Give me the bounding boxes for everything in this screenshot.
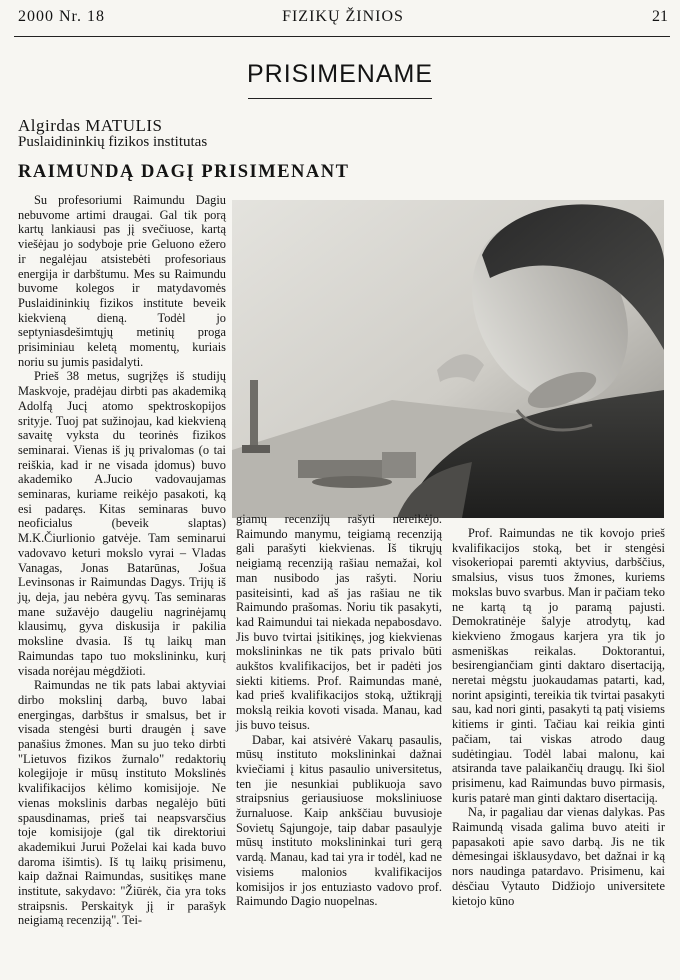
paragraph: Dabar, kai atsivėrė Vakarų pasaulis, mūsų instituto mokslininkai dažnai kviečiami į kitus pasaulio universitetus, ten jie nesunkiai publikuoja savo straipsnius geriausiuose moksliniuose žurnaluose. Kaip ankščiau buvusioje Sovietų Sąjungoje, taip dabar pasaulyje mūsų instituto mokslininkai turi gerą vardą. Manau, kad tai yra ir todėl, kad ne visiems malonios kvalifikacijos komisijos ir jos entuziasto vadovo prof. Raimundo Dagio nuopelnas. bbox=[236, 732, 442, 909]
page-number: 21 bbox=[652, 8, 668, 25]
text-column-1 bbox=[18, 193, 226, 928]
paragraph: Na, ir pagaliau dar vienas dalykas. Pas Raimundą visada galima buvo ateiti ir papasakoti apie savo darbą. Jis ne tik dėmesingai išklausydavo, bet dažnai ir ką nors naudinga patardavo. Prisimenu, kai dėsčiau Vytauto Didžiojo universitete kietojo kūno bbox=[452, 805, 665, 908]
text-column-3 bbox=[452, 526, 665, 908]
text-column-2 bbox=[236, 512, 442, 909]
paragraph: giamų recenzijų rašyti nereikėjo. Raimundo manymu, teigiamą recenziją gali parašyti kiekvienas. Iš tikrųjų neigiamą recenziją rašiau nemažai, kol man nusibodo jas rašyti. Noriu pasiteisinti, kad aš jas rašiau ne tik Raimundo prašomas. Noriu tik pasakyti, kad Raimundui tai niekada nepabosdavo. Jis buvo tvirtai įsitikinęs, jog kiekvienas mokslininkas ne tik pats privalo būti aukštos kvalifikacijos, bet ir padėti jos siekti kitiems. Prof. Raimundas manė, kad prieš kvalifikacijos stoką, užtikrąjį mokslą reikia kovoti visada. Manau, kad jis buvo teisus. bbox=[236, 512, 442, 732]
article-title: RAIMUNDĄ DAGĮ PRISIMENANT bbox=[18, 162, 350, 182]
portrait-photo-icon bbox=[232, 200, 664, 518]
paragraph: Raimundas ne tik pats labai aktyviai dirbo mokslinį darbą, buvo labai energingas, darbštus ir smalsus, bet ir visada stengėsi burti draugėn į save panašius žmones. Man su juo teko dirbti "Lietuvos fizikos žurnalo" redaktorių kolegijoje ir mūsų instituto Mokslinės kvalifikacijos kėlimo komisijoje. Ne vienas mokslinis darbas negalėjo būti spausdinamas, prieš tai neapsvarsčius toje komisijoje (gal tik direktoriui akademikui Jurui Poželai kai kada buvo daroma išimtis). Iš tų laikų prisimenu, kaip dažnai Raimundas, susitikęs mane institute, sakydavo: "Žiūrėk, čia yra toks straipsnis. Perskaityk jį ir parašyk neigiamą recenziją". Tei- bbox=[18, 678, 226, 928]
section-underline bbox=[248, 98, 432, 99]
paragraph: Su profesoriumi Raimundu Dagiu nebuvome artimi draugai. Gal tik porą kartų lankiausi pas jį svečiuose, kartą viešėjau jo sodyboje prie Geluono ežero ir negalėjau atsistebėti profesoriaus energija ir darbštumu. Mes su Raimundu buvome kolegos ir matydavomės Puslaidininkių fizikos institute beveik kiekvieną dieną. Todėl jo septyniasdešimtųjų metinių proga prisiminiau keletą momentų, kuriais noriu su jumis pasidalyti. bbox=[18, 193, 226, 369]
header-divider bbox=[14, 36, 670, 37]
author-institution: Puslaidininkių fizikos institutas bbox=[18, 134, 208, 150]
journal-name: FIZIKŲ ŽINIOS bbox=[282, 8, 404, 25]
issue-number: 2000 Nr. 18 bbox=[18, 8, 105, 25]
paragraph: Prof. Raimundas ne tik kovojo prieš kvalifikacijos stoką, bet ir stengėsi visokeriopai paremti aktyvius, darbščius, smalsius, visus tuos žmones, kuriems mokslas buvo svarbus. Man ir pačiam teko ne kartą tą jo paramą pajusti. Demokratinėje šalyje atrodytų, kad kiekvieno žmogaus karjera yra tik jo asmeniškas reikalas. Doktorantui, besirengiančiam ginti daktaro disertaciją, neretai mėgstu juokaudamas patarti, kad, norint apsiginti, tereikia tik tvirtai pasakyti sau, kad nori ginti, pasakyti tą patį visiems kitiems ir ginti. Tačiau kai reikia ginti pačiam, tai viskas atrodo daug sudėtingiau. Todėl labai malonu, kai atsiranda tave palaikančių draugų. Iki šiol prisimenu, kad Raimundas buvo pirmasis, kuris patarė man ginti daktaro disertaciją. bbox=[452, 526, 665, 805]
author-name: Algirdas MATULIS bbox=[18, 116, 163, 135]
page-header bbox=[18, 8, 668, 30]
paragraph: Prieš 38 metus, sugrįžęs iš studijų Maskvoje, pradėjau dirbti pas akademiką Adolfą Jucį atomo spektroskopijos srityje. Tuoj pat sužinojau, kad kiekvieną savaitę vyksta du teorinės fizikos seminarai. Vienas iš jų privalomas (o tai reiškia, kad ir ne visada įdomus) buvo akademiko A.Jucio vadovaujamas seminaras, kuriame reikėjo pasakoti, ką esi padaręs. Kitas seminaras buvo neoficialus (beveik slaptas) M.K.Čiurlionio gatvėje. Tam seminarui vadovavo keturi mokslo vyrai – Vladas Vanagas, Jonas Batarūnas, Jošua Levinsonas ir Raimundas Dagys. Trijų iš jų, deja, jau nebėra gyvų. Tas seminaras mane sužavėjo daugeliu nagrinėjamų klausimų, gyva diskusija ir pakilia moksline dvasia. Iš tų laikų man Raimundas tapo tuo mokslininku, kurį visada norėjau mėgdžioti. bbox=[18, 369, 226, 678]
section-title: PRISIMENAME bbox=[246, 60, 434, 88]
